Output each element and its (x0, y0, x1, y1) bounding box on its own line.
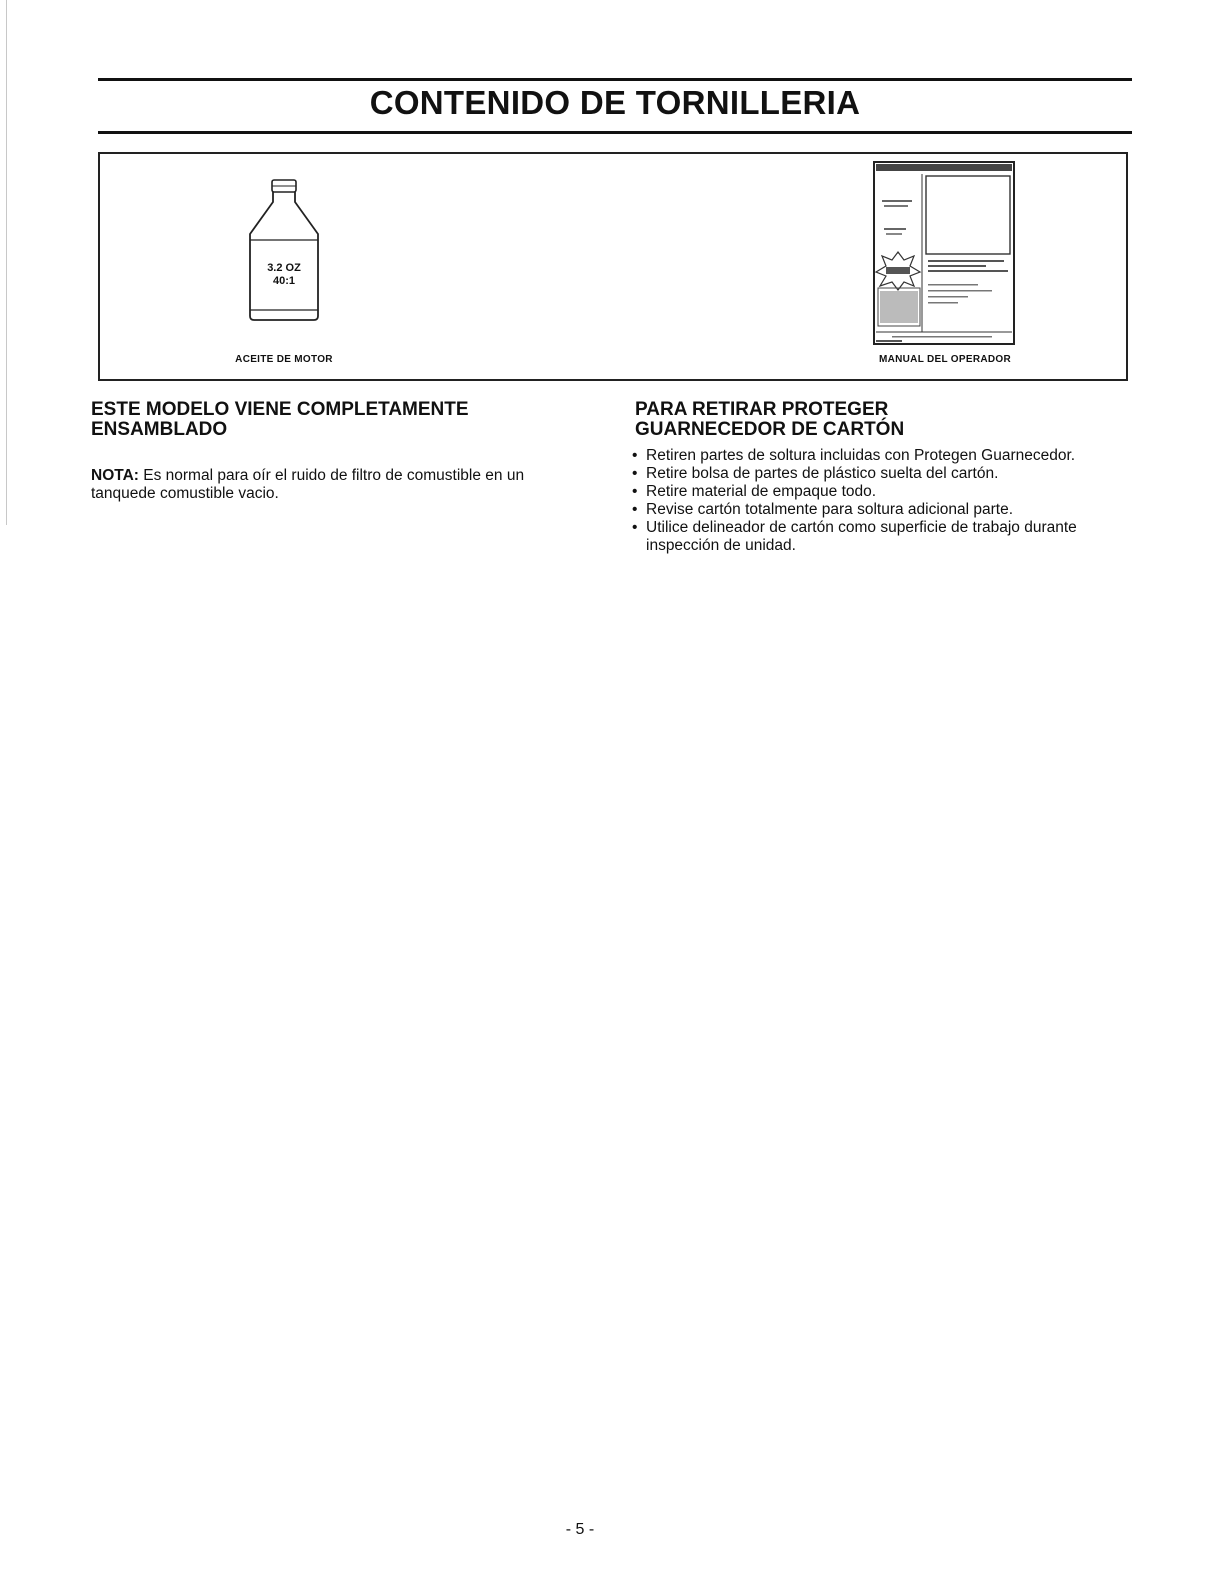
title-rule-top (98, 78, 1132, 81)
page-number: - 5 - (565, 1521, 595, 1538)
note-label: NOTA: (91, 467, 139, 484)
bottle-label (246, 262, 322, 288)
oil-bottle-icon (246, 178, 322, 324)
operator-manual-caption: MANUAL DEL OPERADOR (878, 354, 1011, 365)
assembly-note (91, 467, 591, 503)
list-item: • Retire bolsa de partes de plástico suelta del cartón. (631, 465, 1129, 483)
list-item: • Utilice delineador de cartón como superficie de trabajo durante inspección de unidad. (631, 519, 1129, 555)
list-item: • Retiren partes de soltura incluidas con Protegen Guarnecedor. (631, 447, 1129, 465)
carton-removal-steps (631, 447, 1129, 555)
engine-oil-caption: ACEITE DE MOTOR (235, 354, 333, 365)
bottle-label-ratio: 40:1 (272, 275, 296, 287)
note-text: Es normal para oír el ruido de filtro de comustible en un tanquede comustible vacio. (91, 467, 525, 502)
title-rule-bottom (98, 131, 1132, 134)
scan-margin-line (6, 0, 7, 525)
operator-manual-icon (872, 160, 1016, 346)
list-item: • Revise cartón totalmente para soltura adicional parte. (631, 501, 1129, 519)
fully-assembled-heading: ESTE MODELO VIENE COMPLETAMENTE ENSAMBLADO (91, 399, 469, 440)
carton-removal-heading (635, 400, 1135, 440)
carton-removal-heading-line2: GUARNECEDOR DE CARTÓN (635, 419, 905, 440)
carton-removal-heading-line1: PARA RETIRAR PROTEGER (635, 399, 889, 420)
page-title: CONTENIDO DE TORNILLERIA (369, 84, 861, 121)
list-item: • Retire material de empaque todo. (631, 483, 1129, 501)
bottle-label-volume: 3.2 OZ (267, 262, 301, 274)
